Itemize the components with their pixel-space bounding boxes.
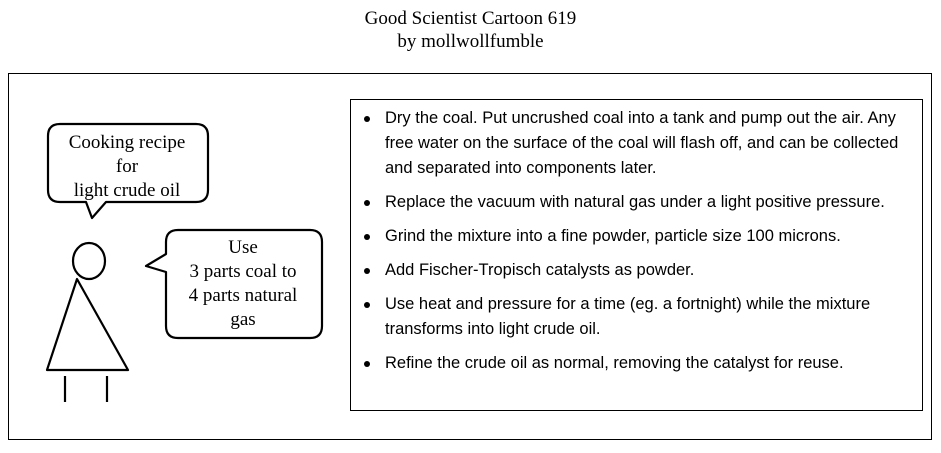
list-item [351, 292, 916, 342]
bubble-left-line: Cooking recipe [68, 132, 186, 153]
bullet-icon [364, 116, 370, 122]
step-text: Add Fischer-Tropisch catalysts as powder. [385, 261, 695, 279]
bullet-icon [364, 234, 370, 240]
step-text: Replace the vacuum with natural gas under a light positive pressure. [385, 193, 885, 211]
step-text: Use heat and pressure for a time (eg. a fortnight) while the mixture transforms into light crude oil. [385, 295, 871, 338]
bubble-right-line: 4 parts natural [188, 285, 298, 306]
recipe-steps-list [351, 100, 922, 376]
cartoon-title: Good Scientist Cartoon 619 [364, 8, 577, 29]
list-item [351, 258, 916, 283]
bubble-right-line: Use [228, 237, 258, 258]
list-item [351, 190, 916, 215]
speech-bubble-left-text [52, 131, 202, 203]
bubble-right-line: 3 parts coal to [189, 261, 297, 282]
bubble-left-line: light crude oil [73, 180, 181, 201]
list-item [351, 106, 916, 181]
speech-bubble-right-text [168, 236, 318, 332]
step-text: Dry the coal. Put uncrushed coal into a tank and pump out the air. Any free water on the surface of the coal will flash off, and can be collected and separated into components later. [385, 109, 899, 177]
bubble-right-line: gas [230, 309, 256, 330]
bullet-icon [364, 302, 370, 308]
bullet-icon [364, 361, 370, 367]
figure-body [47, 279, 128, 370]
step-text: Refine the crude oil as normal, removing the catalyst for reuse. [385, 354, 844, 372]
bullet-icon [364, 200, 370, 206]
step-text: Grind the mixture into a fine powder, particle size 100 microns. [385, 227, 841, 245]
list-item [351, 224, 916, 249]
figure-head [73, 243, 105, 279]
bullet-icon [364, 268, 370, 274]
recipe-steps-box [350, 99, 923, 411]
cartoon-byline: by mollwollfumble [397, 31, 544, 52]
list-item [351, 351, 916, 376]
bubble-left-line: for [115, 156, 139, 177]
